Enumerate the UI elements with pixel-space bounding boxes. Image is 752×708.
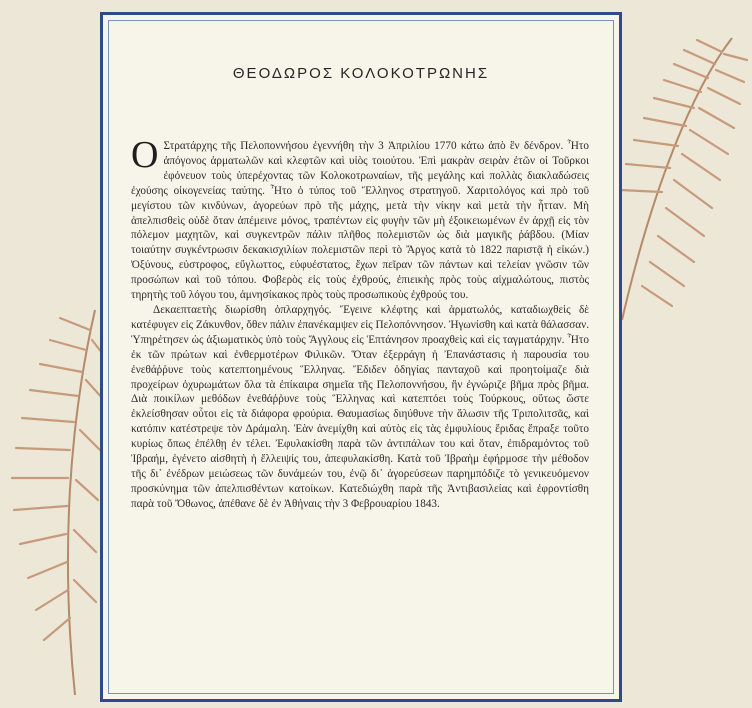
drop-cap: Ο xyxy=(131,134,159,176)
palm-leaf-right-illustration xyxy=(612,30,752,330)
text-panel xyxy=(100,12,622,702)
paragraph-2: Δεκαεπταετὴς διωρίσθη ὁπλαρχηγός. Ἔγεινε κλέφτης καὶ ἁρματωλός, καταδιωχθεὶς δὲ κατέφυγεν εἰς Ζάκυνθον, ὅθεν πάλιν ἐπανέκαμψεν εἰς Πελοπόννησον. Ἠγωνίσθη καὶ κατὰ θάλασσαν. Ὑπηρέτησεν ὡς ἀξιωματικὸς ὑπὸ τοὺς Ἄγγλους εἰς Ἑπτάνησον προαχθεὶς καὶ εἰς ταγματάρχην. Ἦτο ἐκ τῶν πρώτων καὶ ἐνθερμοτέρων Φιλικῶν. Ὅταν ἐξερράγη ἡ Ἐπανάστασις ἡ παρουσία του ἐνεθάῤῥυνε τοὺς κατεπτοημένους Ἕλληνας. Ἔδιδεν ὁδηγίας πανταχοῦ καὶ προητοίμαζε διὰ προχείρων ὀχυρωμάτων ὅλα τὰ ἐπίκαιρα σημεῖα τῆς Πελοποννήσου, ἣν ἐγνώριζε βῆμα πρὸς βῆμα. Διὰ ποικίλων μεθόδων ἐνεθάῤῥυνε τοὺς Ἕλληνας καὶ κατεπτόει τοὺς Τούρκους, οὕτως ὥστε ἐκλείσθησαν οὗτοι εἰς τὰ διάφορα φρούρια. Θαυμασίως διηύθυνε τὴν ἅλωσιν τῆς Τριπολιτσᾶς, καὶ κατόπιν κατέστρεψε τὸν Δράμαλη. Ἐὰν ἀνεμίχθη καὶ αὐτὸς εἰς τὰς ἐμφυλίους ἔριδας ἔπραξε τοῦτο κυρίως ὅπως ἐπέλθῃ ἐν τέλει. Ἐφυλακίσθη παρὰ τῶν ἀντιπάλων του καὶ ὅταν, ἐπιδραμόντος τοῦ Ἰβραήμ, ἐγένετο αἰσθητὴ ἡ ἔλλειψίς του, ἀπεφυλακίσθη. Κατὰ τοῦ Ἰβραὴμ ἐφήρμοσε τὴν μέθοδον τῆς δι᾿ ἐνέδρων μειώσεως τῶν δυνάμεών του, ἐνῷ δι᾿ ἀγορεύσεων παρημπόδιζε τὸ γενικευόμενον προσκύνημα τῶν ἀπελπισθέντων κατοίκων. Κατεδιώχθη παρὰ τῆς Ἀντιβασιλείας καὶ ἐφροντίσθη παρὰ τοῦ Ὄθωνος, ἀπέθανε δὲ ἐν Ἀθήναις τὴν 3 Φεβρουαρίου 1843. xyxy=(131,303,589,510)
biography-text xyxy=(131,134,589,512)
paragraph-1 xyxy=(131,134,589,303)
page-title: ΘΕΟΔΩΡΟΣ ΚΟΛΟΚΟΤΡΩΝΗΣ xyxy=(232,65,490,82)
palm-leaf-left-illustration xyxy=(0,300,110,700)
paragraph-1-text: Στρατάρχης τῆς Πελοποννήσου ἐγεννήθη τὴν 3 Ἀπριλίου 1770 κάτω ἀπὸ ἓν δένδρον. Ἦτο ἀπόγονος ἁρματωλῶν καὶ κλεφτῶν καὶ υἱὸς τοιούτου. Ἐπὶ μακρὰν σειρὰν ἐτῶν οἱ Τοῦρκοι ἐφόνευον τοὺς ὑπερέχοντας τῶν Κολοκοτρωναίων, τῆς μεγάλης καὶ πολλὰς διακλαδώσεις ἐχούσης οἰκογενείας ταύτης. Ἦτο ὁ τύπος τοῦ Ἕλληνος στρατηγοῦ. Χαριτολόγος καὶ πρὸ τοῦ μεγίστου τῶν κινδύνων, ἀγορεύων πρὸ τῆς μάχης, μετὰ τὴν νίκην καὶ μετὰ τὴν ἧτταν. Μὴ ἀπελπισθεὶς οὐδὲ ὅταν ἀπέμεινε μόνος, τραπέντων εἰς φυγὴν τῶν μὴ ἐξοικειωμένων ἐν ἀρχῇ εἰς τὸν πόλεμον μαχητῶν, καὶ συγκεντρῶν πάλιν πλῆθος πολεμιστῶν ὡς διὰ μαγικῆς ῥάβδου. (Μίαν τοιαύτην συγκέντρωσιν δεκακισχιλίων πολεμιστῶν περὶ τὸ Ἄργος κατὰ τὸ 1822 παριστᾷ ἡ εἰκών.) Ὀξύνους, εὐστροφος, εὔγλωττος, εὐφυέστατος, ἔχων πεῖραν τῶν πάντων καὶ τελείαν γνῶσιν τῶν προσώπων καὶ τοῦ τόπου. Φοβερὸς εἰς τοὺς ἐχθρούς, ἐπιεικὴς πρὸς τοὺς αἰχμαλώτους, πιστὸς τηρητὴς τοῦ λόγου του, ἀμνησίκακος πρὸς τοὺς προσωπικοὺς ἐχθρούς του. xyxy=(131,140,589,302)
